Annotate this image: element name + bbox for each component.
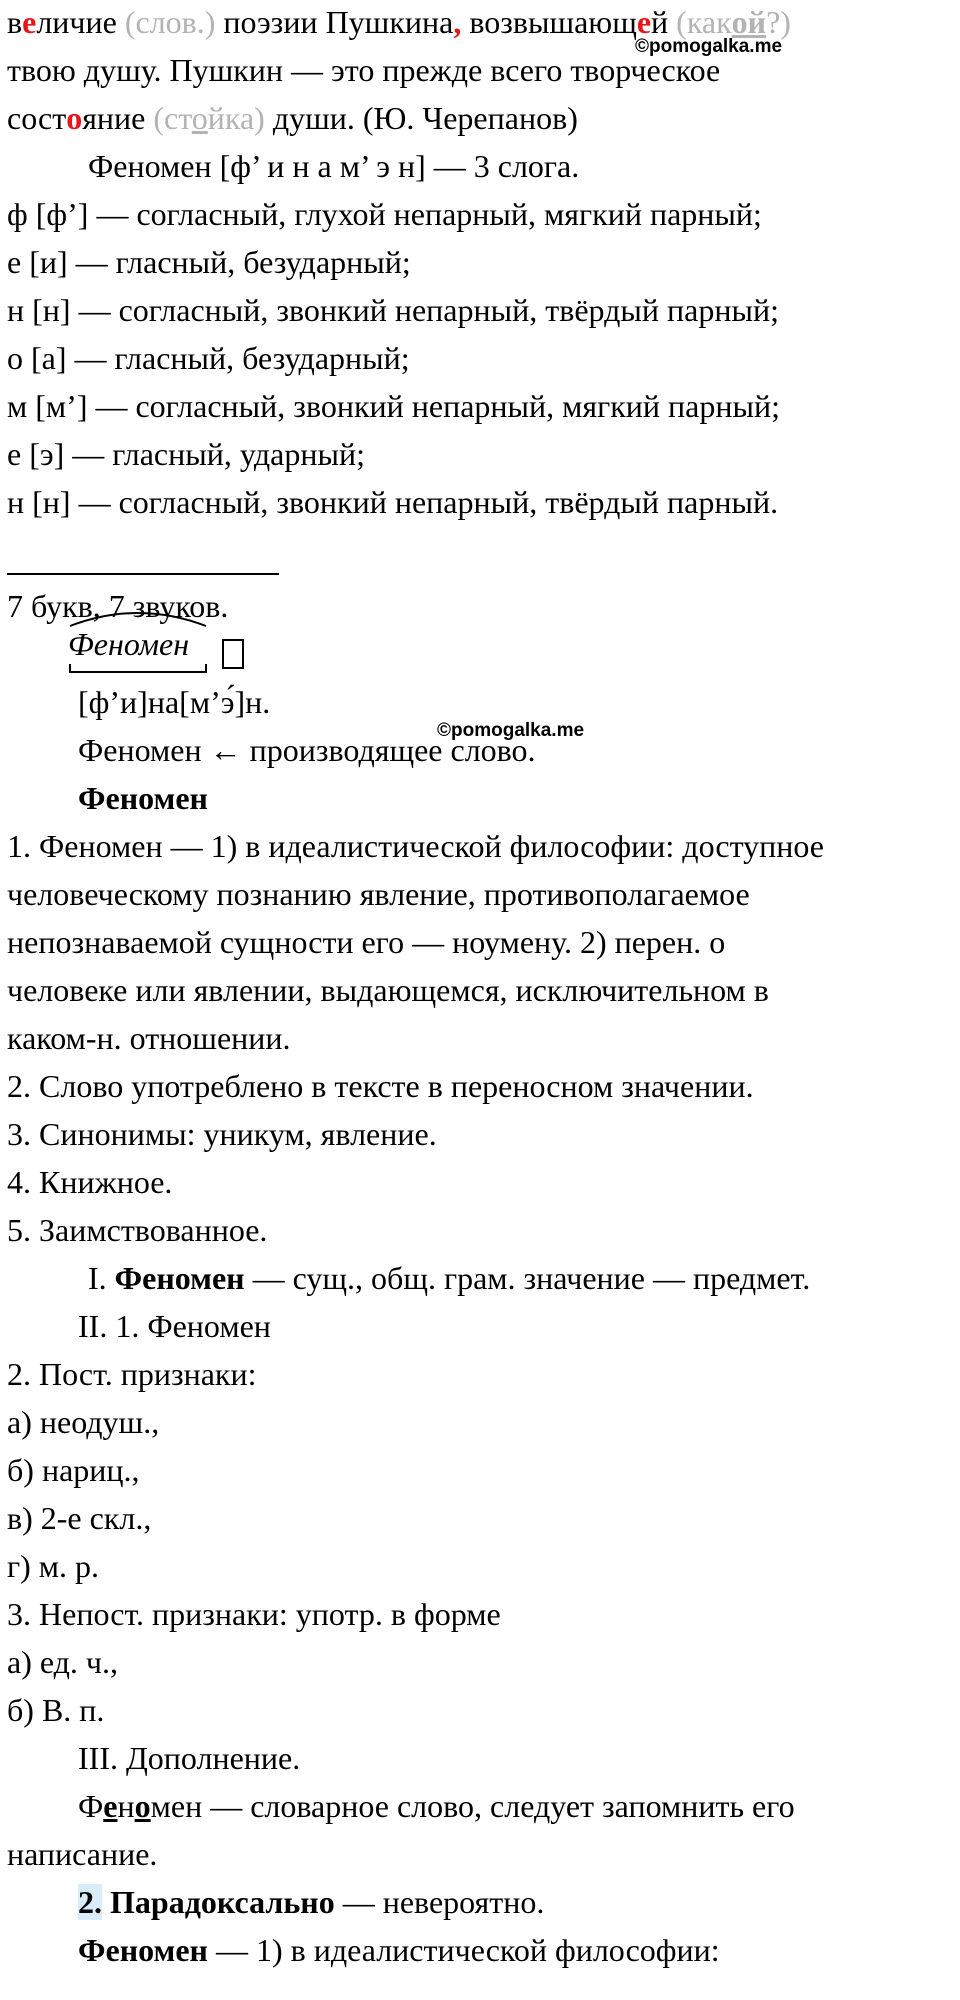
check-word: ?) (766, 4, 791, 40)
phonetic-row: е [э] — гласный, ударный; (7, 436, 365, 472)
lexical-line: 5. Заимствованное. (7, 1212, 268, 1248)
quote-text: возвышающ (461, 4, 637, 40)
lexical-line: каком-н. отношении. (7, 1020, 291, 1056)
entry-number: 2. (78, 1884, 102, 1920)
quote-text: души. (Ю. Черепанов) (264, 100, 578, 136)
entry-definition: — невероятно. (334, 1884, 545, 1920)
morpheme-word-text: Феномен (68, 626, 190, 662)
check-word-ending: ой (731, 4, 767, 40)
morpheme-word (68, 620, 189, 668)
entry-def-text: — 1) в идеалистической философии: (207, 1932, 720, 1968)
morph-line: г) м. р. (7, 1548, 100, 1584)
entry-word: Парадоксально (102, 1884, 335, 1920)
morph-part-3: III. Дополнение. (78, 1740, 301, 1776)
highlighted-letter: о (66, 100, 83, 136)
quote-line-2: твою душу. Пушкин — это прежде всего творческое (7, 52, 721, 88)
derivation: Феномен ← производящее слово. (78, 732, 536, 768)
morph-line: а) ед. ч., (7, 1644, 119, 1680)
lexical-line: непознаваемой сущности его — ноумену. 2) перен. о (7, 924, 726, 960)
divider (7, 573, 279, 575)
transcription: [ф’и]на[м’э́]н. (78, 684, 271, 720)
spelling-line (78, 1782, 795, 1830)
check-word: (ст (153, 100, 192, 136)
highlighted-comma: , (453, 4, 462, 40)
phonetic-row: ф [ф’] — согласный, глухой непарный, мягкий парный; (7, 196, 762, 232)
entry-def-word: Феномен (78, 1932, 208, 1968)
stem-bracket-icon (68, 664, 208, 674)
section-word: Феномен (78, 780, 208, 816)
letter-sound-count: 7 букв, 7 звуков. (7, 588, 229, 624)
phonetic-row: н [н] — согласный, звонкий непарный, твёрдый парный. (7, 484, 779, 520)
spelling-letter: е (103, 1788, 118, 1824)
lexical-line: 2. Слово употреблено в тексте в переносном значении. (7, 1068, 754, 1104)
morph-line: б) В. п. (7, 1692, 105, 1728)
check-word-letter: о (191, 100, 208, 136)
quote-text: й (651, 4, 677, 40)
morph-part-1-num: I. (88, 1260, 115, 1296)
lexical-line: 3. Синонимы: уникум, явление. (7, 1116, 437, 1152)
watermark: ©pomogalka.me (437, 720, 585, 741)
entry-2-def (78, 1926, 720, 1974)
lexical-line: 4. Книжное. (7, 1164, 173, 1200)
highlighted-letter: е (636, 4, 652, 40)
quote-text: личие (36, 4, 125, 40)
phonetic-row: н [н] — согласный, звонкий непарный, твёрдый парный; (7, 292, 779, 328)
quote-text: в (7, 4, 23, 40)
quote-line-3 (7, 94, 578, 142)
lexical-line: 1. Феномен — 1) в идеалистической философии: доступное (7, 828, 824, 864)
quote-line-1 (7, 0, 791, 46)
morph-line: б) нариц., (7, 1452, 140, 1488)
lexical-line: человеческому познанию явление, противополагаемое (7, 876, 750, 912)
quote-text: яние (82, 100, 154, 136)
phonetic-heading: Феномен [ф’ и н а м’ э н] — 3 слога. (88, 148, 580, 184)
check-word: йка) (207, 100, 265, 136)
morph-line: 3. Непост. признаки: употр. в форме (7, 1596, 501, 1632)
check-word: (как (676, 4, 732, 40)
check-word: (слов.) (124, 4, 216, 40)
quote-text: поэзии Пушкина (215, 4, 454, 40)
entry-2 (78, 1878, 544, 1926)
morph-part-2: II. 1. Феномен (78, 1308, 271, 1344)
spelling-word: н (117, 1788, 135, 1824)
watermark: ©pomogalka.me (635, 36, 783, 57)
lexical-line: человеке или явлении, выдающемся, исключительном в (7, 972, 769, 1008)
spelling-letter: о (134, 1788, 151, 1824)
quote-text: сост (7, 100, 67, 136)
morpheme-diagram (68, 620, 189, 668)
morph-part-1 (88, 1254, 810, 1302)
spelling-word: мен (150, 1788, 203, 1824)
zero-ending-box (222, 639, 244, 669)
phonetic-row: е [и] — гласный, безударный; (7, 244, 411, 280)
phonetic-row: м [м’] — согласный, звонкий непарный, мягкий парный; (7, 388, 781, 424)
spelling-text: — словарное слово, следует запомнить его (202, 1788, 795, 1824)
morph-line: а) неодуш., (7, 1404, 160, 1440)
highlighted-letter: е (22, 4, 37, 40)
morph-line: 2. Пост. признаки: (7, 1356, 257, 1392)
morph-part-1-text: — сущ., общ. грам. значение — предмет. (244, 1260, 811, 1296)
spelling-word: Ф (78, 1788, 104, 1824)
morph-line: в) 2-е скл., (7, 1500, 152, 1536)
spelling-line-2: написание. (7, 1836, 158, 1872)
morph-part-1-word: Феномен (114, 1260, 245, 1296)
phonetic-row: о [а] — гласный, безударный; (7, 340, 410, 376)
root-arc-icon (66, 606, 210, 630)
